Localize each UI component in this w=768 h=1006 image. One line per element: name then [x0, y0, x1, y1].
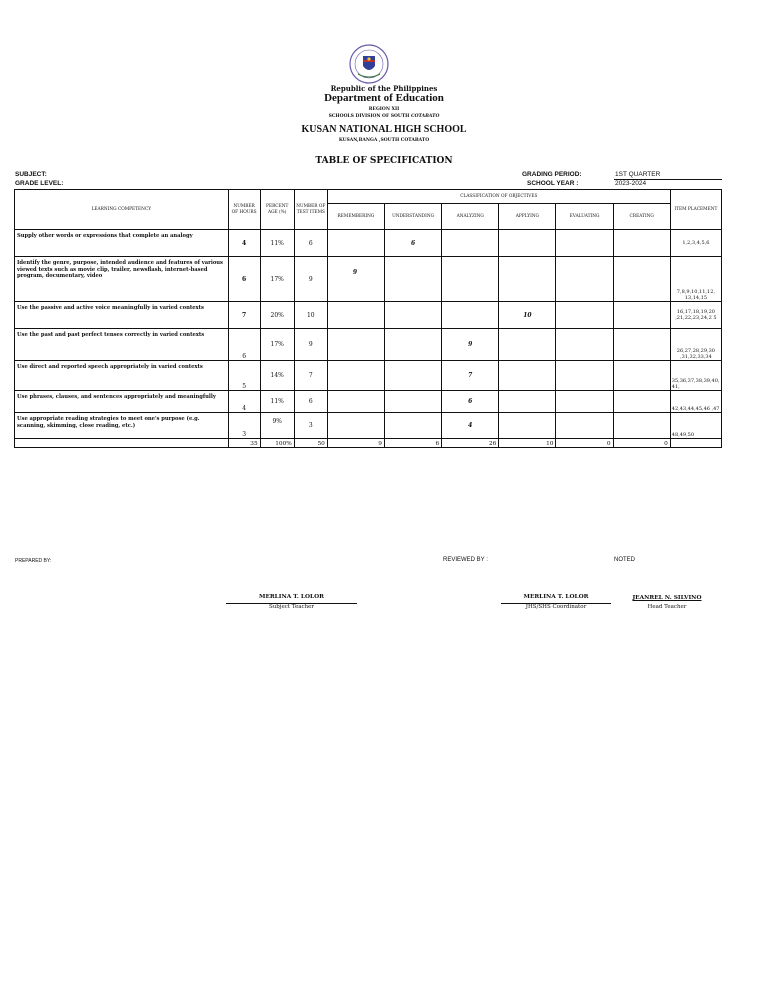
items-cell: 6 [294, 230, 327, 257]
table-row [15, 257, 722, 302]
republic-line: Republic of the Philippines [330, 84, 438, 93]
specification-table [14, 189, 722, 448]
school-year-label: SCHOOL YEAR : [527, 180, 579, 187]
analyzing-cell: 6 [442, 391, 499, 413]
header-classification: CLASSIFICATION OF OBJECTIVES [327, 190, 670, 204]
items-cell: 10 [294, 302, 327, 329]
grade-level-label: GRADE LEVEL: [15, 180, 64, 187]
items-cell: 3 [294, 413, 327, 439]
table-row [15, 391, 722, 413]
header-items: NUMBER OF TEST ITEMS [294, 190, 327, 230]
table-row [15, 302, 722, 329]
placement-cell: 48,49,50 [670, 413, 721, 439]
remembering-cell [327, 361, 384, 391]
table-row [15, 361, 722, 391]
creating-cell [613, 329, 670, 361]
totals-row [15, 439, 722, 448]
header-remembering: REMEMBERING [327, 204, 384, 230]
division-suffix: COTABATO [411, 114, 440, 119]
understanding-cell [385, 329, 442, 361]
placement-cell: 1,2,3,4,5,6 [670, 230, 721, 257]
hours-cell: 4 [228, 230, 260, 257]
creating-cell [613, 230, 670, 257]
totals-label-cell [15, 439, 229, 448]
header-understanding: UNDERSTANDING [385, 204, 442, 230]
prepared-by-label: PREPARED BY: [15, 558, 52, 564]
percent-cell: 17% [260, 257, 294, 302]
hours-cell: 6 [228, 257, 260, 302]
hours-cell: 3 [228, 413, 260, 439]
total-percent: 100% [260, 439, 294, 448]
placement-cell: 7,8,9,10,11,12, 13,14,15 [670, 257, 721, 302]
evaluating-cell [556, 329, 613, 361]
percent-cell: 14% [260, 361, 294, 391]
evaluating-cell [556, 257, 613, 302]
competency-cell: Identify the genre, purpose, intended audience and features of various viewed texts such as movie clip, trailer, newsflash, internet-based program, documentary, video [15, 257, 229, 302]
total-understanding: 6 [385, 439, 442, 448]
creating-cell [613, 302, 670, 329]
document-title: TABLE OF SPECIFICATION [315, 156, 453, 166]
percent-cell: 11% [260, 230, 294, 257]
grading-period-label: GRADING PERIOD: [522, 171, 582, 178]
applying-cell: 10 [499, 302, 556, 329]
total-creating: 0 [613, 439, 670, 448]
total-remembering: 9 [327, 439, 384, 448]
remembering-cell [327, 329, 384, 361]
grading-period-value: 1ST QUARTER [615, 171, 661, 178]
creating-cell [613, 413, 670, 439]
reviewed-by-label: REVIEWED BY : [443, 557, 488, 563]
hours-cell: 6 [228, 329, 260, 361]
evaluating-cell [556, 413, 613, 439]
header-placement: ITEM PLACEMENT [670, 190, 721, 230]
competency-cell: Use appropriate reading strategies to meet one's purpose (e.g. scanning, skimming, close reading, etc.) [15, 413, 229, 439]
competency-cell: Use phrases, clauses, and sentences appropriately and meaningfully [15, 391, 229, 413]
region-line: REGION XII [368, 107, 400, 112]
analyzing-cell: 7 [442, 361, 499, 391]
competency-cell: Use the past and past perfect tenses correctly in varied contexts [15, 329, 229, 361]
remembering-cell [327, 391, 384, 413]
total-items: 50 [294, 439, 327, 448]
percent-cell: 20% [260, 302, 294, 329]
percent-cell: 11% [260, 391, 294, 413]
remembering-cell: 9 [327, 257, 384, 302]
header-competency: LEARNING COMPETENCY [15, 190, 229, 230]
noted-label: NOTED [614, 557, 635, 563]
remembering-cell [327, 302, 384, 329]
placement-cell: 42,43,44,45,46 ,47 [670, 391, 721, 413]
division-prefix: SCHOOLS DIVISION OF SOUTH [328, 114, 410, 119]
total-hours: 35 [228, 439, 260, 448]
analyzing-cell [442, 302, 499, 329]
hours-cell: 7 [228, 302, 260, 329]
preparer-role: Subject Teacher [268, 604, 315, 610]
placement-cell: 16,17,18,19,20 ,21,22,23,24,2 5 [670, 302, 721, 329]
header-creating: CREATING [613, 204, 670, 230]
evaluating-cell [556, 361, 613, 391]
understanding-cell: 6 [385, 230, 442, 257]
reviewer-role: JHS/SHS Coordinator [525, 604, 587, 610]
competency-cell: Use the passive and active voice meaningfully in varied contexts [15, 302, 229, 329]
evaluating-cell [556, 230, 613, 257]
table-row [15, 329, 722, 361]
total-placement [670, 439, 721, 448]
applying-cell [499, 329, 556, 361]
total-analyzing: 26 [442, 439, 499, 448]
applying-cell [499, 391, 556, 413]
applying-cell [499, 361, 556, 391]
preparer-name: MERLINA T. LOLOR [259, 594, 324, 600]
department-name: Department of Education [324, 92, 444, 104]
school-name: KUSAN NATIONAL HIGH SCHOOL [301, 124, 467, 135]
understanding-cell [385, 257, 442, 302]
items-cell: 9 [294, 257, 327, 302]
analyzing-cell [442, 230, 499, 257]
creating-cell [613, 391, 670, 413]
table-row [15, 230, 722, 257]
school-address: KUSAN,BANGA ,SOUTH COTABATO [338, 138, 430, 143]
hours-cell: 5 [228, 361, 260, 391]
table-row [15, 413, 722, 439]
header-applying: APPLYING [499, 204, 556, 230]
percent-cell: 9% [260, 413, 294, 439]
header-percent: PERCENT AGE (%) [260, 190, 294, 230]
evaluating-cell [556, 391, 613, 413]
total-applying: 10 [499, 439, 556, 448]
applying-cell [499, 413, 556, 439]
analyzing-cell: 9 [442, 329, 499, 361]
hours-cell: 4 [228, 391, 260, 413]
items-cell: 9 [294, 329, 327, 361]
total-evaluating: 0 [556, 439, 613, 448]
remembering-cell [327, 413, 384, 439]
creating-cell [613, 257, 670, 302]
competency-cell: Use direct and reported speech appropriately in varied contexts [15, 361, 229, 391]
remembering-cell [327, 230, 384, 257]
header-analyzing: ANALYZING [442, 204, 499, 230]
subject-label: SUBJECT: [15, 171, 47, 178]
applying-cell [499, 230, 556, 257]
evaluating-cell [556, 302, 613, 329]
understanding-cell [385, 391, 442, 413]
header-hours: NUMBER OF HOURS [228, 190, 260, 230]
understanding-cell [385, 302, 442, 329]
competency-cell: Supply other words or expressions that complete an analogy [15, 230, 229, 257]
placement-cell: 35,36,37,38,39,40, 41, [670, 361, 721, 391]
analyzing-cell: 4 [442, 413, 499, 439]
school-year-value: 2023-2024 [615, 180, 647, 187]
noter-role: Head Teacher [647, 604, 687, 610]
applying-cell [499, 257, 556, 302]
placement-cell: 26,27,28,29,30 ,31,32,33,34 [670, 329, 721, 361]
items-cell: 6 [294, 391, 327, 413]
creating-cell [613, 361, 670, 391]
header-evaluating: EVALUATING [556, 204, 613, 230]
items-cell: 7 [294, 361, 327, 391]
deped-seal-icon [349, 44, 389, 84]
noter-name: JEANREL N. SILVINO [632, 595, 702, 601]
percent-cell: 17% [260, 329, 294, 361]
division-line [0, 114, 768, 119]
reviewer-name: MERLINA T. LOLOR [523, 594, 589, 600]
analyzing-cell [442, 257, 499, 302]
understanding-cell [385, 413, 442, 439]
understanding-cell [385, 361, 442, 391]
